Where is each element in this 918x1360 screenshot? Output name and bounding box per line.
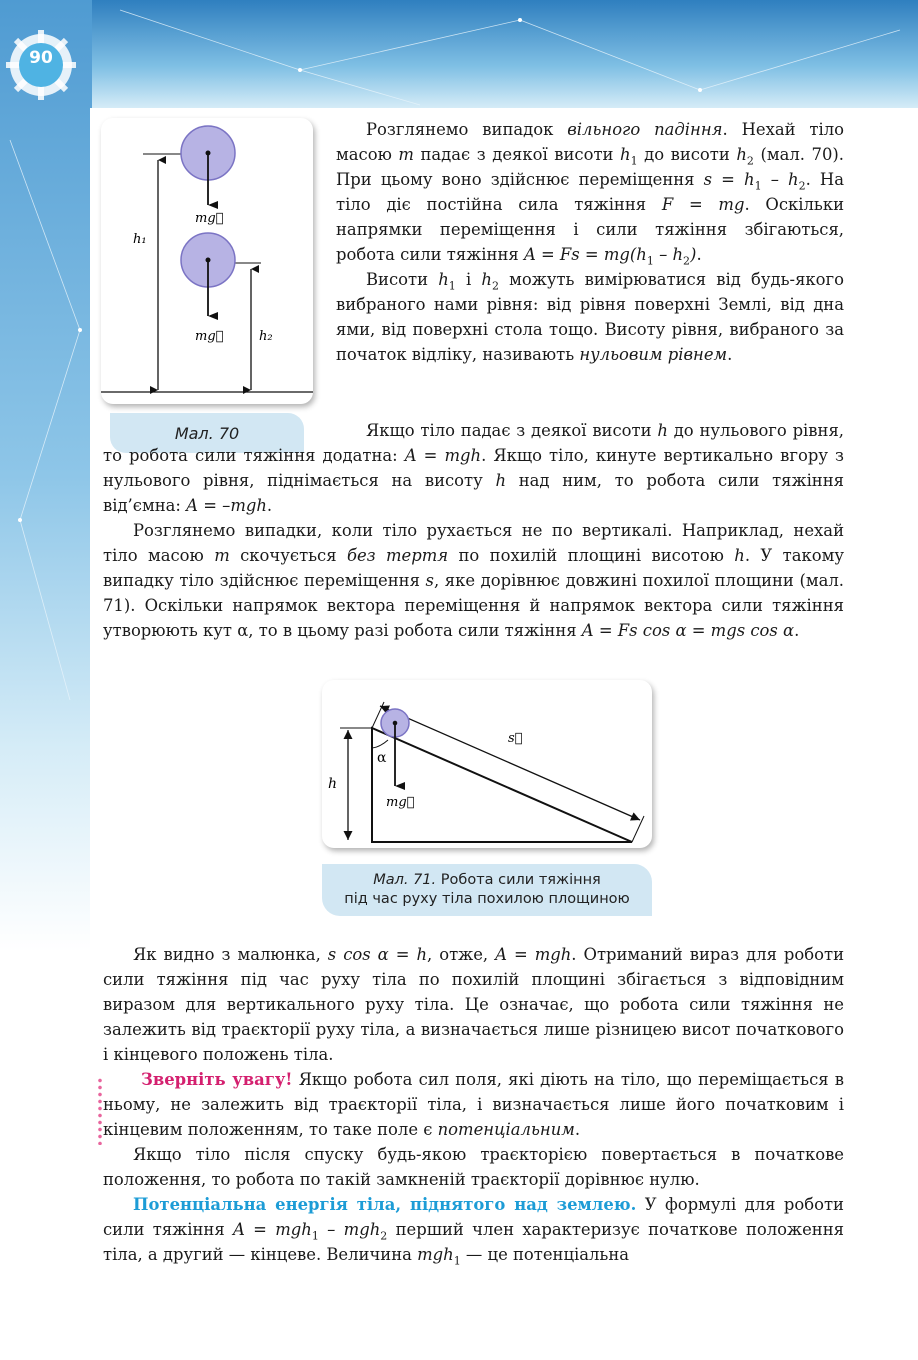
figure-70-diagram <box>101 118 313 404</box>
paragraph-closed-path: Якщо тіло після спуску будь-якою траєкторією повертається в початкове положення, то робота по такій замкненій траєкторії дорівнює нулю. <box>103 1145 844 1189</box>
label-force: mg⃗ <box>386 795 415 810</box>
attention-lead: Зверніть увагу! <box>141 1070 293 1089</box>
label-force-bottom: mg⃗ <box>195 329 224 344</box>
paragraph-zero-level: Висоти $h_1$ і $h_2$ можуть вимірюватися від будь-якого вибраного нами рівня: від рівня поверхні Землі, від дна ями, від поверхні стола тощо. Висоту рівня, вибраного за початок відліку, називають нульовим рівнем. <box>336 270 844 364</box>
text-column-right <box>336 117 844 367</box>
text-block-lower <box>103 942 844 1267</box>
figure-70 <box>101 118 313 404</box>
label-h2: h₂ <box>259 329 273 344</box>
section-heading-potential-energy: Потенціальна енергія тіла, піднятого над землею. <box>133 1195 637 1214</box>
tick-end <box>632 816 644 842</box>
page-number: 90 <box>29 48 53 68</box>
figure-71-caption-label: Мал. 71. <box>373 872 437 888</box>
label-s: s⃗ <box>508 731 523 746</box>
figure-71 <box>322 680 652 848</box>
figure-71-caption <box>322 864 652 916</box>
angle-arc <box>372 740 388 748</box>
text-block-main <box>103 418 844 643</box>
label-h1: h₁ <box>133 232 147 247</box>
paragraph-sign-of-work: Якщо тіло падає з деякої висоти h до нульового рівня, то робота сили тяжіння додатна: A = mgh. Якщо тіло, кинуте вертикально вгору з нульового рівня, піднімається на висоту h над ним, то робота сили тяжіння від’ємна: A = –mgh. <box>103 421 845 515</box>
label-h: h <box>328 776 338 792</box>
figure-71-diagram <box>322 680 652 848</box>
attention-marker-dots <box>97 1077 103 1145</box>
paragraph-path-independence: Як видно з малюнка, s cos α = h, отже, A = mgh. Отриманий вираз для роботи сили тяжіння під час руху тіла по похилій площині збігається з відповідним виразом для вертикального руху тіла. Це означає, що робота сили тяжіння не залежить від траєкторії руху тіла, а визначається лише різницею висот початкового і кінцевого положень тіла. <box>103 945 844 1064</box>
figure-71-caption-line1: Робота сили тяжіння <box>440 872 601 888</box>
figure-70-caption: Мал. 70 <box>110 413 304 453</box>
label-alpha: α <box>377 750 387 766</box>
paragraph-free-fall: Розглянемо випадок вільного падіння. Нехай тіло масою m падає з деякої висоти $h_1$ до висоти $h_2$ (мал. 70). При цьому воно здійснює переміщення $s = h_1 - h_2$. На тіло діє постійна сила тяжіння F = mg. Оскільки напрямки переміщення і сили тяжіння збігаються, робота сили тяжіння $A = Fs = mg(h_1 - h_2)$. <box>336 120 845 268</box>
figure-71-caption-line2: під час руху тіла похилою площиною <box>344 891 630 907</box>
inclined-plane <box>372 728 632 842</box>
paragraph-attention-note: Зверніть увагу! Якщо робота сил поля, які діють на тіло, що переміщається в ньому, не залежить від траєкторії тіла, і визначається лише його початковим і кінцевим положенням, то таке поле є потенціальним. <box>103 1070 844 1139</box>
displacement-vector <box>380 706 640 820</box>
label-force-top: mg⃗ <box>195 211 224 226</box>
paragraph-inclined-plane: Розглянемо випадки, коли тіло рухається не по вертикалі. Наприклад, нехай тіло масою m скочується без тертя по похилій площині висотою h. У такому випадку тіло здійснює переміщення s, яке дорівнює довжині похилої площини (мал. 71). Оскільки напрямок вектора переміщення й напрямок вектора сили тяжіння утворюють кут α, то в цьому разі робота сили тяжіння A = Fs cos α = mgs cos α. <box>103 521 844 640</box>
paragraph-potential-energy: Потенціальна енергія тіла, піднятого над землею. У формулі для роботи сили тяжіння A = mgh$_1$ – mgh$_2$ перший член характеризує початкове положення тіла, а другий — кінцеве. Величина mgh$_1$ — це потенціальна <box>103 1195 844 1268</box>
